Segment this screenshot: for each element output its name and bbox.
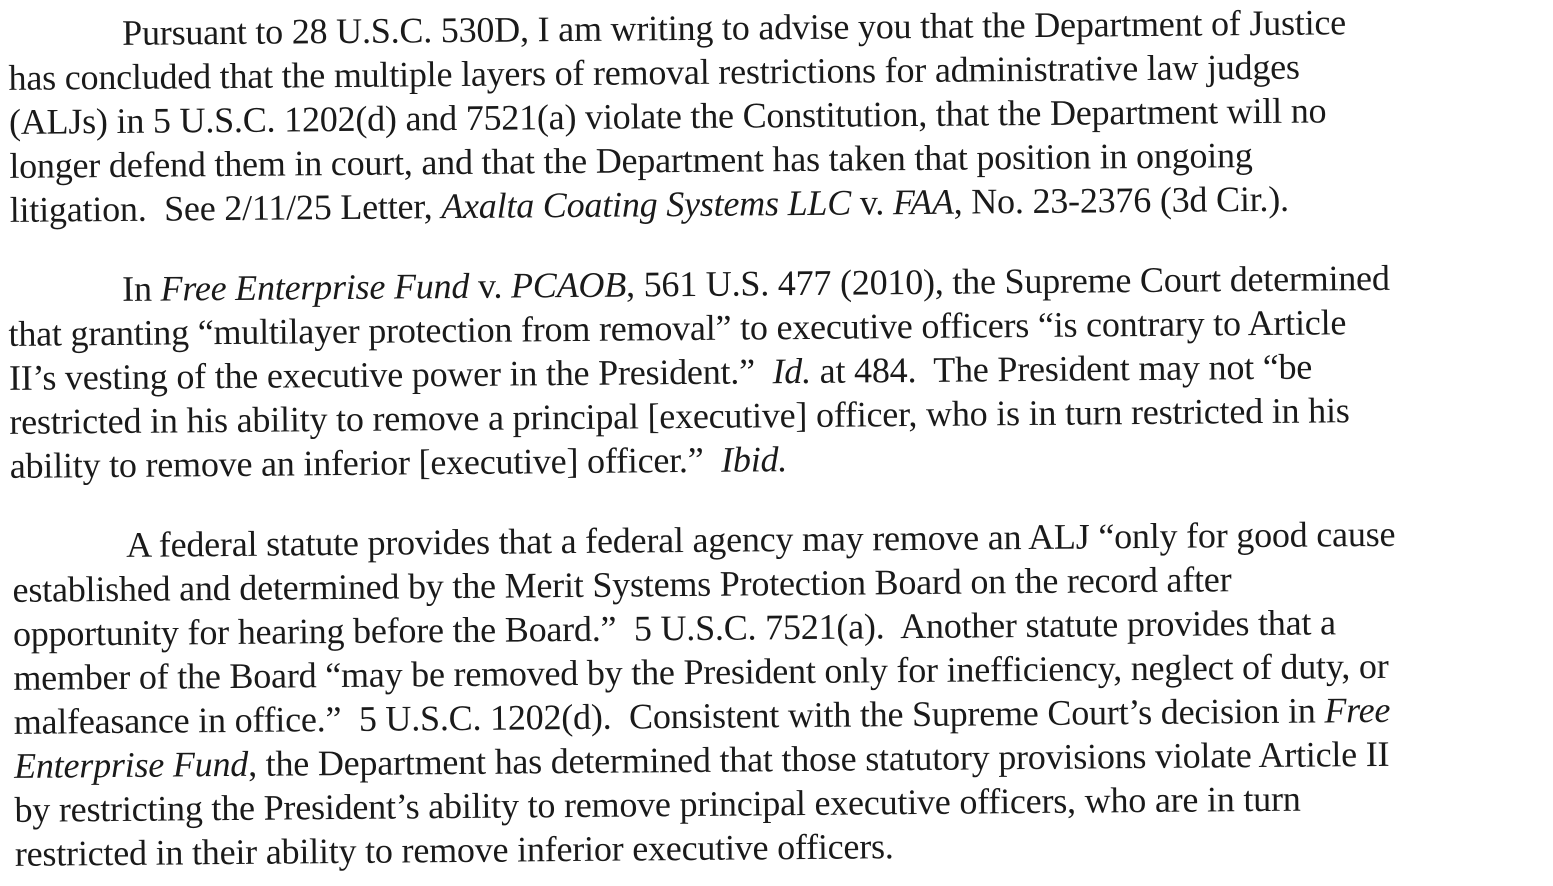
text-run: In [122,268,161,309]
text-run: has concluded that the multiple layers of removal restrictions for administrative law judges [8,46,1300,98]
italic-citation: Ibid. [720,439,788,480]
text-run: ability to remove an inferior [executive] officer.” [9,439,722,486]
text-run: , 561 U.S. 477 (2010), the Supreme Court determined [625,257,1390,305]
text-run: litigation. See 2/11/25 Letter, [9,186,442,230]
paragraph-2 [0,254,1553,486]
text-run: II’s vesting of the executive power in the President.” [8,351,773,398]
italic-citation: Id. [772,350,812,392]
text-run: v. [468,265,512,306]
text-run: by restricting the President’s ability to remove principal executive officers, who are in turn [14,778,1301,830]
text-run: malfeasance in office.” 5 U.S.C. 1202(d). Consistent with the Supreme Court’s decision in [13,690,1325,742]
text-run: opportunity for hearing before the Board.” 5 U.S.C. 7521(a). Another statute provides that a [12,602,1336,654]
text-run: Pursuant to 28 U.S.C. 530D, I am writing to advise you that the Department of Justice [122,2,1347,53]
italic-citation: Axalta Coating Systems LLC [441,182,852,227]
italic-citation: Free [1324,689,1391,731]
text-run: , No. 23-2376 (3d Cir.). [953,178,1290,222]
text-run: restricted in their ability to remove inferior executive officers. [14,826,894,874]
text-run: that granting “multilayer protection from removal” to executive officers “is contrary to Article [8,302,1347,354]
text-run: A federal statute provides that a federal agency may remove an ALJ “only for good cause [126,513,1396,565]
paragraph-1 [0,0,1553,230]
text-run: at 484. The President may not “be [810,346,1313,391]
italic-citation: Enterprise Fund [13,743,249,786]
text-line [15,824,894,876]
italic-citation: Free Enterprise Fund [160,265,470,309]
text-run: v. [850,182,894,223]
text-run: established and determined by the Merit Systems Protection Board on the record after [12,559,1232,610]
paragraph-3 [0,510,1553,874]
text-run: longer defend them in court, and that the Department has taken that position in ongoing [9,135,1253,186]
text-run: member of the Board “may be removed by the President only for inefficiency, neglect of duty, or [13,645,1389,698]
text-run: restricted in his ability to remove a principal [executive] officer, who is in turn restricted in his [9,390,1350,442]
text-line [10,437,788,488]
italic-citation: FAA [892,181,954,223]
text-run: (ALJs) in 5 U.S.C. 1202(d) and 7521(a) violate the Constitution, that the Department will no [8,90,1327,142]
italic-citation: PCAOB [510,264,627,306]
text-run: , the Department has determined that those statutory provisions violate Article II [247,733,1390,784]
